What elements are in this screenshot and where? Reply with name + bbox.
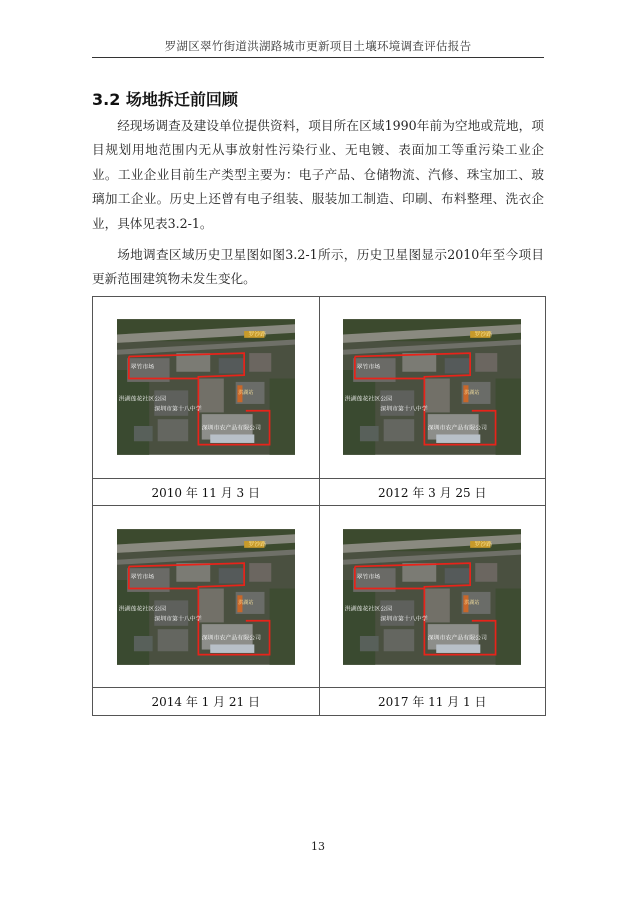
- caption-2017: 2017 年 11 月 1 日: [319, 688, 546, 716]
- map-label-company: 深圳市农产品有限公司: [201, 424, 261, 432]
- caption-2012: 2012 年 3 月 25 日: [319, 478, 546, 506]
- map-label-company: 深圳市农产品有限公司: [428, 634, 488, 642]
- satellite-image-2014: [117, 517, 295, 677]
- figure-cell-2017: [319, 506, 546, 688]
- map-label-park: 洪湖莲花社区公园: [118, 395, 166, 403]
- map-label-market: 翠竹市场: [356, 573, 381, 581]
- map-label-company: 深圳市农产品有限公司: [201, 634, 261, 642]
- satellite-image-2010: [117, 307, 295, 467]
- satellite-figure-table: [92, 296, 546, 716]
- map-label-road: 罗沙路: [248, 541, 266, 549]
- map-label-station: 洪湖站: [237, 599, 254, 606]
- paragraph-site-history: 经现场调查及建设单位提供资料，项目所在区域1990年前为空地或荒地，项目规划用地范围内无从事放射性污染行业、无电镀、表面加工等重污染工业企业。工业企业目前生产类型主要为：电子产品、仓储物流、汽修、珠宝加工、玻璃加工企业。历史上还曾有电子组装、服装加工制造、印刷、布料整理、洗衣企业，具体见表3.2-1。: [92, 118, 544, 231]
- map-label-school: 深圳市第十八中学: [154, 406, 202, 414]
- map-label-station: 洪湖站: [464, 390, 480, 397]
- satellite-image-2017: [343, 517, 521, 677]
- map-label-market: 翠竹市场: [130, 363, 154, 371]
- figure-cell-2012: [319, 297, 546, 479]
- map-label-station: 洪湖站: [237, 390, 254, 397]
- map-label-school: 深圳市第十八中学: [380, 615, 428, 623]
- caption-2014: 2014 年 1 月 21 日: [93, 688, 320, 716]
- map-label-road: 罗沙路: [248, 331, 266, 339]
- map-label-park: 洪湖莲花社区公园: [344, 605, 393, 613]
- paragraph-satellite-intro: 场地调查区域历史卫星图如图3.2-1所示，历史卫星图显示2010年至今项目更新范围建筑物未发生变化。: [92, 247, 544, 287]
- map-label-road: 罗沙路: [474, 331, 493, 339]
- page-number: 13: [311, 840, 325, 853]
- map-label-market: 翠竹市场: [130, 573, 154, 581]
- header-divider: [92, 57, 544, 58]
- map-label-company: 深圳市农产品有限公司: [428, 424, 488, 432]
- map-label-station: 洪湖站: [464, 599, 480, 606]
- section-title: 3.2 场地拆迁前回顾: [92, 90, 238, 109]
- map-label-road: 罗沙路: [474, 541, 493, 549]
- map-label-park: 洪湖莲花社区公园: [344, 395, 393, 403]
- map-label-school: 深圳市第十八中学: [380, 406, 428, 414]
- satellite-image-2012: [343, 307, 521, 467]
- figure-cell-2010: [93, 297, 320, 479]
- caption-2010: 2010 年 11 月 3 日: [93, 478, 320, 506]
- map-label-market: 翠竹市场: [356, 363, 381, 371]
- map-label-school: 深圳市第十八中学: [154, 615, 202, 623]
- page-header: 罗湖区翠竹街道洪湖路城市更新项目土壤环境调查评估报告: [164, 39, 472, 53]
- figure-cell-2014: [93, 506, 320, 688]
- map-label-park: 洪湖莲花社区公园: [118, 605, 166, 613]
